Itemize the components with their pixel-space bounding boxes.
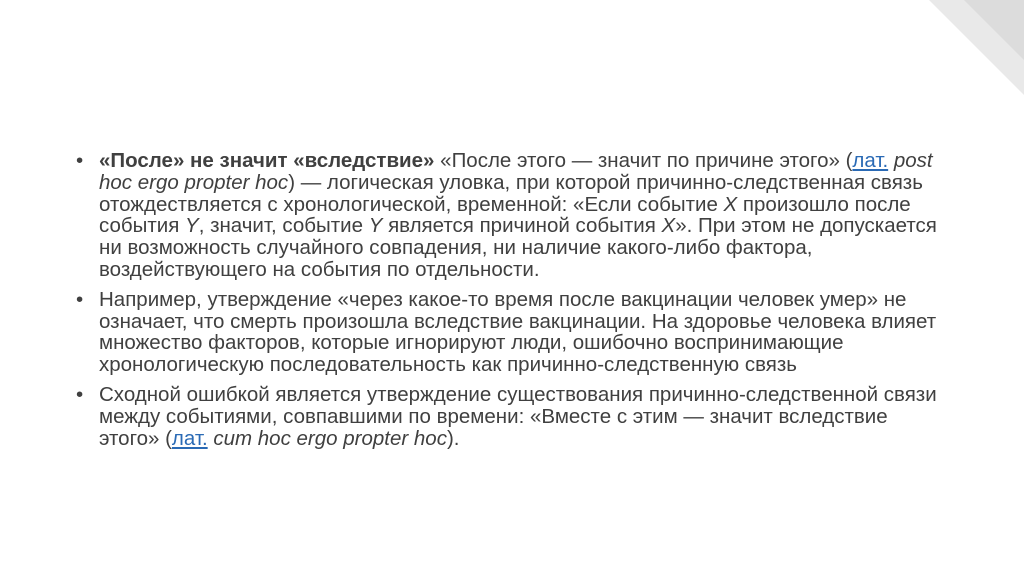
slide-content <box>72 150 952 457</box>
bullet-text: ). <box>446 426 460 450</box>
bullet-text: является причиной события <box>382 214 662 238</box>
variable-y: Y <box>368 214 383 238</box>
bullet-text: произошло после события <box>99 192 911 238</box>
latin-phrase: cum hoc ergo propter hoc <box>207 426 447 450</box>
bullet-icon: • <box>76 382 84 406</box>
latin-link[interactable]: лат. <box>171 426 208 450</box>
latin-phrase: post hoc ergo propter hoc <box>99 149 933 194</box>
bullet-heading: «После» не значит «вследствие» <box>99 149 435 172</box>
bullet-text: Например, утверждение «через какое-то время после вакцинации человек умер» не означает, что смерть произошла вследствие вакцинации. На здоровье человека влияет множество факторов, которые игнорируют люди, ошибочно воспринимающие хронологическую последовательность как причинно-следственную связь <box>99 287 937 377</box>
bullet-icon: • <box>76 287 84 311</box>
bullet-text: «После этого — значит по причине этого» ( <box>434 149 853 172</box>
variable-x: X <box>661 214 676 238</box>
bullet-text: ». При этом не допускается ни возможность случайного совпадения, ни наличие какого-либо фактора, воздействующего на события по отдельности. <box>99 214 937 281</box>
variable-x: X <box>723 192 738 216</box>
bullet-icon: • <box>76 149 84 172</box>
latin-link[interactable]: лат. <box>852 149 889 172</box>
bullet-text: Сходной ошибкой является утверждение существования причинно-следственной связи между событиями, совпавшими по времени: «Вместе с этим — значит вследствие этого» ( <box>99 382 937 450</box>
bullet-item-post-hoc <box>72 150 952 281</box>
bullet-item-example <box>72 289 952 376</box>
bullet-text: ) — логическая уловка, при которой причинно-следственная связь отождествляется с хронологической, временной: «Если событие <box>99 170 923 216</box>
bullet-text: , значит, событие <box>198 214 369 238</box>
bullet-list <box>72 150 952 449</box>
bullet-item-cum-hoc <box>72 384 952 449</box>
corner-decoration-inner <box>964 0 1024 60</box>
variable-y: Y <box>185 214 199 238</box>
